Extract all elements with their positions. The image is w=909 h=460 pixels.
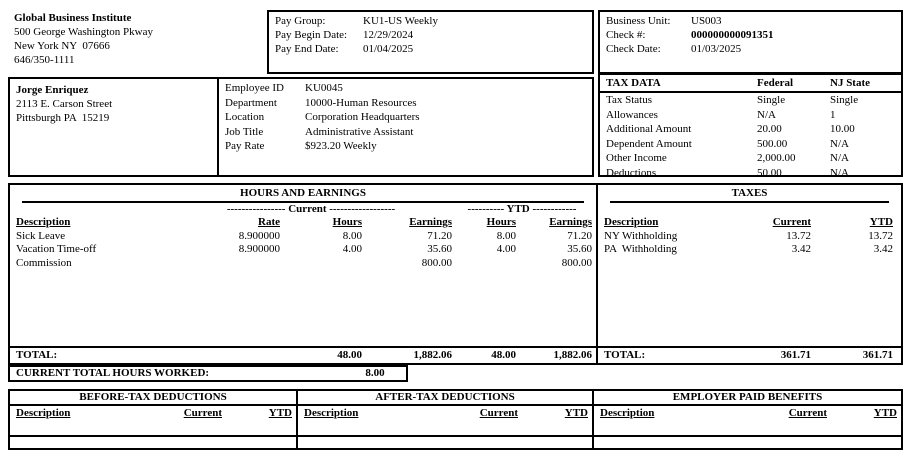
tax-status-federal: Single (757, 94, 786, 106)
additional-amount-row (600, 122, 901, 137)
earnings-taxes-box (8, 183, 903, 365)
employee-name: Jorge Enriquez (16, 84, 89, 96)
company-phone: 646/350-1111 (14, 54, 75, 66)
additional-amount-federal: 20.00 (757, 123, 782, 135)
tx-header-ytd: YTD (869, 216, 893, 228)
department-label: Department (225, 96, 277, 109)
deductions-label: Deductions (606, 166, 657, 179)
before-tax-deductions-title: BEFORE-TAX DEDUCTIONS (10, 391, 296, 406)
current-hours-worked-label: CURRENT TOTAL HOURS WORKED: (16, 367, 210, 379)
employee-id-row (225, 81, 592, 96)
check-number-value: 000000000091351 (691, 29, 774, 41)
employee-address-line1: 2113 E. Carson Street (16, 98, 113, 110)
after-tax-deductions-title: AFTER-TAX DEDUCTIONS (298, 391, 592, 406)
tax-row-ny-withholding: NY Withholding 13.72 13.72 (604, 229, 893, 242)
taxes-total-row: TOTAL: 361.71 361.71 (598, 346, 901, 363)
he-header-ytd-earnings: Earnings (549, 216, 592, 228)
hours-earnings-title: HOURS AND EARNINGS (240, 187, 366, 199)
hours-earnings-column-headers (10, 216, 596, 230)
taxes-title-rule (610, 201, 889, 203)
tx-header-description: Description (604, 216, 659, 228)
deductions-row (600, 166, 901, 181)
business-unit-value: US003 (691, 15, 722, 27)
employer-paid-benefits-section (594, 391, 901, 448)
deductions-state: N/A (830, 166, 849, 179)
allowances-state: 1 (830, 108, 836, 121)
he-header-ytd-hours: Hours (486, 216, 516, 228)
he-header-earnings: Earnings (409, 216, 452, 228)
pay-begin-date-label: Pay Begin Date: (275, 29, 348, 41)
allowances-federal: N/A (757, 108, 776, 121)
pay-rate-value: $923.20 Weekly (305, 140, 377, 152)
after-tax-deductions-empty-row (298, 435, 592, 448)
employer-paid-benefits-headers: Description Current YTD (600, 407, 897, 419)
earnings-row-vacation: Vacation Time-off 8.900000 4.00 35.60 4.00 35.60 (16, 243, 592, 255)
tax-status-state: Single (830, 94, 859, 106)
check-number-label: Check #: (606, 29, 646, 41)
before-tax-deductions-headers: Description Current YTD (16, 407, 292, 419)
before-tax-deductions-empty-row (10, 435, 296, 448)
job-title-value: Administrative Assistant (305, 125, 414, 138)
pay-end-date-row (275, 42, 592, 56)
tax-data-header (600, 75, 901, 93)
employer-paid-benefits-empty-row (594, 435, 901, 448)
additional-amount-state: 10.00 (830, 123, 855, 135)
current-hours-worked-box (8, 365, 408, 382)
location-value: Corporation Headquarters (305, 111, 420, 123)
business-unit-label: Business Unit: (606, 15, 671, 27)
dependent-amount-state: N/A (830, 137, 849, 150)
job-title-row (225, 125, 592, 140)
current-hours-worked-value: 8.00 (365, 367, 385, 379)
taxes-section (598, 185, 901, 363)
employee-address-line2: Pittsburgh PA 15219 (16, 112, 110, 124)
pay-begin-date-row (275, 28, 592, 42)
employee-id-label: Employee ID (225, 82, 284, 94)
pay-end-date-value: 01/04/2025 (363, 43, 414, 55)
check-date-row (606, 42, 901, 56)
employee-address-block (10, 79, 217, 175)
he-header-rate: Rate (258, 216, 280, 228)
location-row (225, 110, 592, 125)
deductions-benefits-box (8, 389, 903, 450)
pay-rate-label: Pay Rate (225, 140, 265, 152)
after-tax-deductions-headers: Description Current YTD (304, 407, 588, 419)
pay-end-date-label: Pay End Date: (275, 43, 339, 55)
employee-details-block (217, 79, 592, 175)
dependent-amount-label: Dependent Amount (606, 137, 692, 150)
taxes-total-label: TOTAL: (604, 349, 646, 361)
company-address-line1: 500 George Washington Pkway (14, 26, 153, 38)
employer-paid-benefits-title: EMPLOYER PAID BENEFITS (594, 391, 901, 406)
company-block (14, 11, 153, 67)
pay-begin-date-value: 12/29/2024 (363, 29, 414, 41)
tax-data-box (598, 73, 903, 177)
check-date-value: 01/03/2025 (691, 43, 742, 55)
earnings-row-sick-leave: Sick Leave 8.900000 8.00 71.20 8.00 71.20 (16, 229, 592, 242)
allowances-label: Allowances (606, 108, 658, 121)
tax-data-col-state: NJ State (830, 77, 871, 89)
after-tax-deductions-section (298, 391, 594, 448)
pay-rate-row (225, 139, 592, 154)
check-number-row (606, 28, 901, 42)
he-header-description: Description (16, 216, 71, 228)
pay-period-box (267, 10, 594, 74)
location-label: Location (225, 111, 265, 123)
company-address-line2: New York NY 07666 (14, 40, 110, 52)
check-date-label: Check Date: (606, 43, 661, 55)
dependent-amount-federal: 500.00 (757, 137, 788, 150)
other-income-row (600, 151, 901, 166)
tax-row-pa-withholding: PA Withholding 3.42 3.42 (604, 243, 893, 255)
department-value: 10000-Human Resources (305, 96, 417, 109)
check-info-box (598, 10, 903, 74)
employee-box (8, 77, 594, 177)
tax-status-row (600, 93, 901, 108)
tx-header-current: Current (772, 216, 811, 228)
dependent-amount-row (600, 137, 901, 152)
taxes-column-headers (598, 216, 901, 230)
employee-id-value: KU0045 (305, 82, 343, 94)
hours-earnings-group-header (10, 203, 596, 216)
before-tax-deductions-section (10, 391, 298, 448)
job-title-label: Job Title (225, 125, 264, 138)
pay-group-value: KU1-US Weekly (363, 15, 438, 27)
other-income-federal: 2,000.00 (757, 152, 796, 164)
tax-data-title: TAX DATA (606, 77, 661, 89)
he-header-hours: Hours (332, 216, 362, 228)
allowances-row (600, 108, 901, 123)
additional-amount-label: Additional Amount (606, 123, 692, 135)
department-row (225, 96, 592, 111)
tax-status-label: Tax Status (606, 94, 652, 106)
hours-earnings-total-label: TOTAL: (16, 349, 58, 361)
company-name: Global Business Institute (14, 12, 132, 24)
hours-earnings-total-row: TOTAL: 48.00 1,882.06 48.00 1,882.06 (10, 346, 596, 363)
hours-earnings-section (10, 185, 598, 363)
other-income-state: N/A (830, 152, 849, 164)
tax-data-col-federal: Federal (757, 77, 794, 89)
taxes-title: TAXES (731, 187, 768, 199)
ytd-group-label: ---------- YTD ------------ (467, 203, 577, 215)
other-income-label: Other Income (606, 152, 667, 164)
pay-group-row (275, 14, 592, 28)
deductions-federal: 50.00 (757, 166, 782, 179)
pay-group-label: Pay Group: (275, 15, 326, 27)
current-group-label: ---------------- Current ------------------ (226, 203, 396, 215)
business-unit-row (606, 14, 901, 28)
earnings-row-commission: Commission 800.00 800.00 (16, 256, 592, 269)
